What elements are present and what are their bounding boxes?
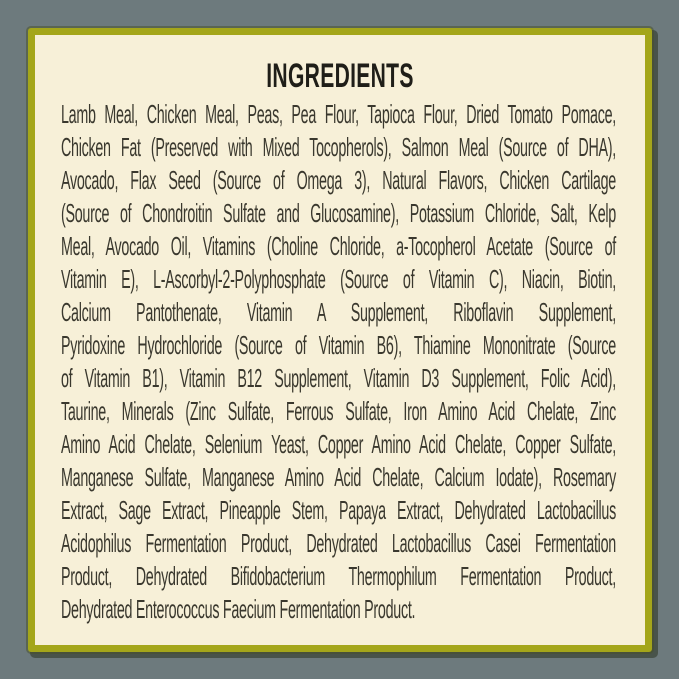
ingredients-line: Extract, Sage Extract, Pineapple Stem, Papaya Extract, Dehydrated Lactobacillus (61, 495, 616, 525)
ingredients-line: Calcium Pantothenate, Vitamin A Supplement, Riboflavin Supplement, (61, 297, 616, 327)
ingredients-line: Avocado, Flax Seed (Source of Omega 3), Natural Flavors, Chicken Cartilage (61, 165, 616, 195)
ingredients-line: Lamb Meal, Chicken Meal, Peas, Pea Flour, Tapioca Flour, Dried Tomato Pomace, (61, 99, 616, 129)
ingredients-line: Manganese Sulfate, Manganese Amino Acid Chelate, Calcium Iodate), Rosemary (61, 462, 616, 492)
ingredients-panel (28, 28, 652, 652)
ingredients-line: of Vitamin B1), Vitamin B12 Supplement, Vitamin D3 Supplement, Folic Acid), (61, 363, 616, 393)
ingredients-line: Taurine, Minerals (Zinc Sulfate, Ferrous Sulfate, Iron Amino Acid Chelate, Zinc (61, 396, 616, 426)
ingredients-line: (Source of Chondroitin Sulfate and Glucosamine), Potassium Chloride, Salt, Kelp (61, 198, 616, 228)
ingredients-text (61, 98, 616, 626)
ingredients-line: Pyridoxine Hydrochloride (Source of Vitamin B6), Thiamine Mononitrate (Source (61, 330, 616, 360)
ingredients-line: Acidophilus Fermentation Product, Dehydrated Lactobacillus Casei Fermentation (61, 528, 616, 558)
ingredients-line: Chicken Fat (Preserved with Mixed Tocopherols), Salmon Meal (Source of DHA), (61, 132, 616, 162)
ingredients-line: Dehydrated Enterococcus Faecium Fermentation Product. (61, 594, 416, 624)
ingredients-title: INGREDIENTS (266, 57, 414, 95)
ingredients-line: Amino Acid Chelate, Selenium Yeast, Copper Amino Acid Chelate, Copper Sulfate, (61, 429, 616, 459)
ingredients-panel-inner (35, 35, 645, 645)
ingredients-line: Vitamin E), L-Ascorbyl-2-Polyphosphate (Source of Vitamin C), Niacin, Biotin, (61, 264, 616, 294)
ingredients-line: Product, Dehydrated Bifidobacterium Thermophilum Fermentation Product, (61, 561, 616, 591)
ingredients-line: Meal, Avocado Oil, Vitamins (Choline Chloride, a-Tocopherol Acetate (Source of (61, 231, 616, 261)
